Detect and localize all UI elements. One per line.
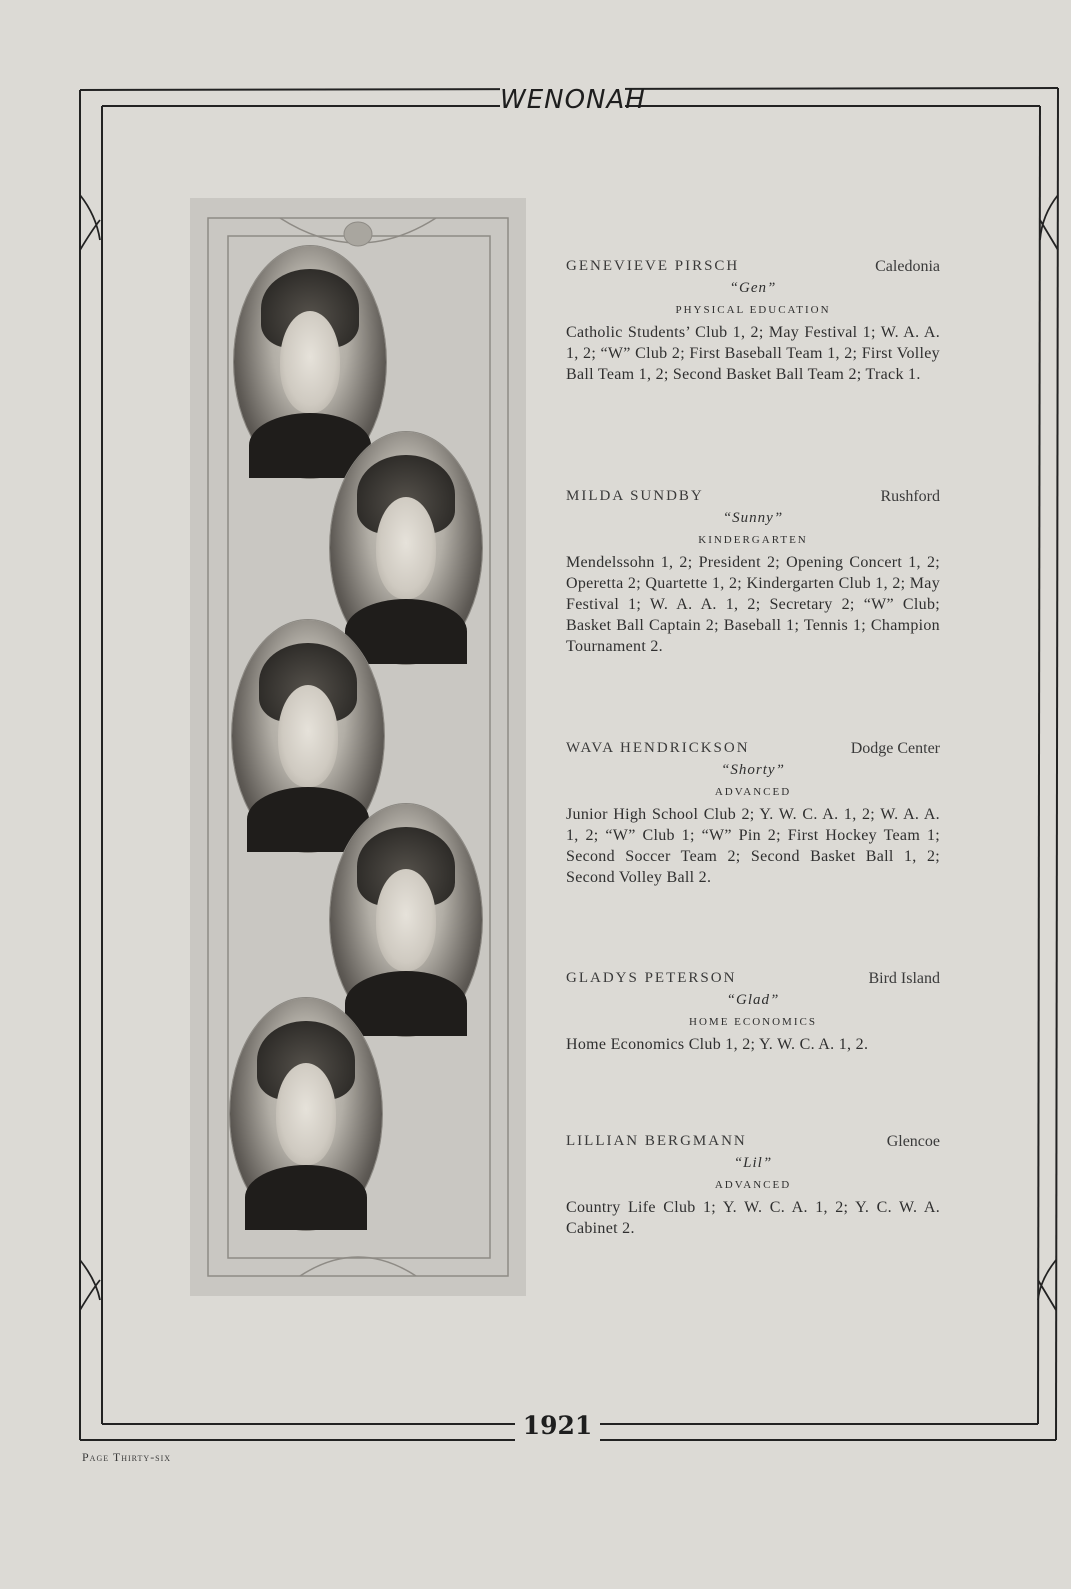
portrait-panel	[190, 198, 526, 1296]
portrait-photo	[330, 804, 482, 1036]
student-activities: Junior High School Club 2; Y. W. C. A. 1, 2; W. A. A. 1, 2; “W” Club 1; “W” Pin 2; First Hockey Team 1; Second Soccer Team 2; Second Basket Ball 1, 2; Second Volley Ball 2.	[566, 806, 940, 886]
student-activities: Country Life Club 1; Y. W. C. A. 1, 2; Y. C. W. A. Cabinet 2.	[566, 1199, 940, 1237]
student-entry	[566, 740, 940, 888]
student-entry	[566, 970, 940, 1055]
student-nickname: “Glad”	[726, 992, 780, 1008]
student-name: WAVA HENDRICKSON	[566, 740, 750, 756]
student-name: GLADYS PETERSON	[566, 970, 737, 986]
student-entry	[566, 1133, 940, 1239]
student-course: PHYSICAL EDUCATION	[675, 304, 831, 316]
student-entry	[566, 258, 940, 385]
student-nickname: “Sunny”	[722, 510, 784, 526]
student-entry	[566, 488, 940, 657]
student-nickname: “Lil”	[733, 1155, 773, 1171]
portrait-photo	[232, 620, 384, 852]
student-name: GENEVIEVE PIRSCH	[566, 258, 740, 274]
student-hometown: Glencoe	[886, 1133, 940, 1150]
student-nickname: “Gen”	[729, 280, 777, 296]
student-course: ADVANCED	[714, 1179, 792, 1191]
student-course: ADVANCED	[714, 786, 792, 798]
yearbook-title: WENONAH	[500, 82, 625, 118]
student-hometown: Dodge Center	[850, 740, 940, 757]
portrait-photo	[234, 246, 386, 478]
student-hometown: Caledonia	[875, 258, 940, 275]
portrait-photo	[330, 432, 482, 664]
student-hometown: Bird Island	[868, 970, 940, 987]
student-activities: Home Economics Club 1, 2; Y. W. C. A. 1, 2.	[566, 1036, 869, 1053]
student-course: HOME ECONOMICS	[689, 1016, 817, 1028]
student-hometown: Rushford	[880, 488, 940, 505]
student-nickname: “Shorty”	[721, 762, 785, 778]
yearbook-year: 1921	[515, 1409, 600, 1443]
student-course: KINDERGARTEN	[698, 534, 808, 546]
student-name: LILLIAN BERGMANN	[566, 1133, 747, 1149]
portrait-photo	[230, 998, 382, 1230]
page-number: Page Thirty-six	[82, 1450, 172, 1464]
student-name: MILDA SUNDBY	[566, 488, 704, 504]
student-activities: Mendelssohn 1, 2; President 2; Opening Concert 1, 2; Operetta 2; Quartette 1, 2; Kindergarten Club 1, 2; May Festival 1; W. A. A. 1, 2; Secretary 2; “W” Club; Basket Ball Captain 2; Baseball 1; Tennis 1; Champion Tournament 2.	[566, 554, 940, 655]
student-activities: Catholic Students’ Club 1, 2; May Festival 1; W. A. A. 1, 2; “W” Club 2; First Baseball Team 1, 2; First Volley Ball Team 1, 2; Second Basket Ball Team 2; Track 1.	[566, 324, 940, 383]
